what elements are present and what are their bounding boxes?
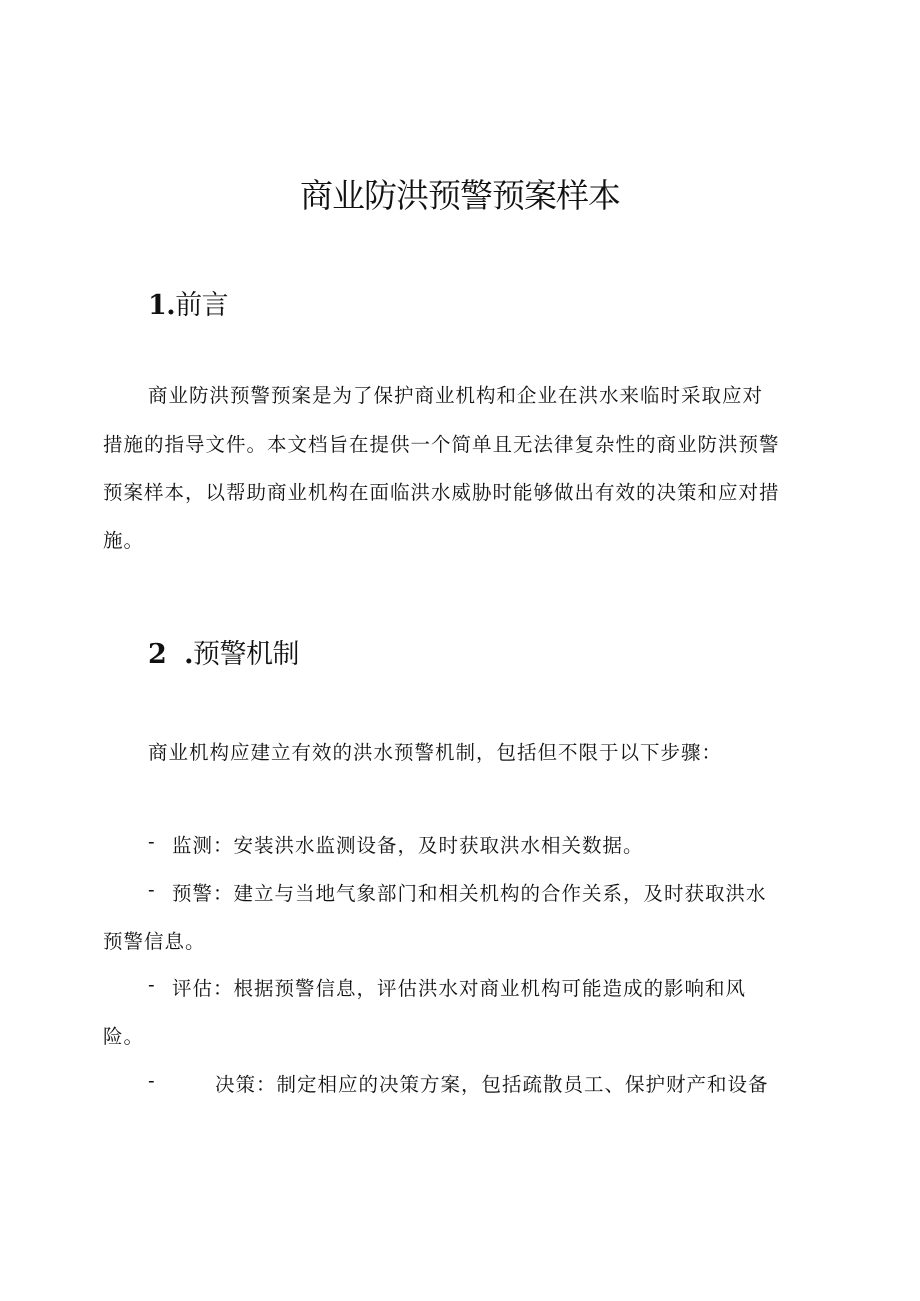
- section-number: 2 .: [148, 639, 193, 670]
- section-intro: 商业机构应建立有效的洪水预警机制，包括但不限于以下步骤：: [148, 741, 723, 764]
- list-item-dash: -: [148, 830, 156, 853]
- section-title: 预警机制: [193, 639, 299, 670]
- list-item-assessment-cont: 险。: [103, 1025, 145, 1048]
- section-heading-warning-mechanism: [148, 632, 299, 671]
- list-item-dash: -: [148, 878, 156, 901]
- section-heading-preface: [148, 283, 228, 322]
- list-item-monitoring: 监测：安装洪水监测设备，及时获取洪水相关数据。: [172, 834, 644, 857]
- list-item-dash: -: [148, 1069, 156, 1092]
- paragraph-line: 施。: [103, 529, 145, 552]
- paragraph-line: 预案样本，以帮助商业机构在面临洪水威胁时能够做出有效的决策和应对措: [103, 481, 780, 504]
- paragraph-line: 商业防洪预警预案是为了保护商业机构和企业在洪水来临时采取应对: [148, 384, 764, 407]
- list-item-decision: 决策：制定相应的决策方案，包括疏散员工、保护财产和设备: [215, 1073, 769, 1096]
- list-item-warning-cont: 预警信息。: [103, 930, 206, 953]
- list-item-assessment: 评估：根据预警信息，评估洪水对商业机构可能造成的影响和风: [172, 977, 747, 1000]
- document-title: 商业防洪预警预案样本: [300, 176, 620, 215]
- list-item-warning: 预警：建立与当地气象部门和相关机构的合作关系，及时获取洪水: [172, 882, 767, 905]
- section-title: 前言: [175, 290, 229, 321]
- section-number: 1.: [148, 290, 176, 321]
- paragraph-line: 措施的指导文件。本文档旨在提供一个简单且无法律复杂性的商业防洪预警: [103, 433, 780, 456]
- list-item-dash: -: [148, 973, 156, 996]
